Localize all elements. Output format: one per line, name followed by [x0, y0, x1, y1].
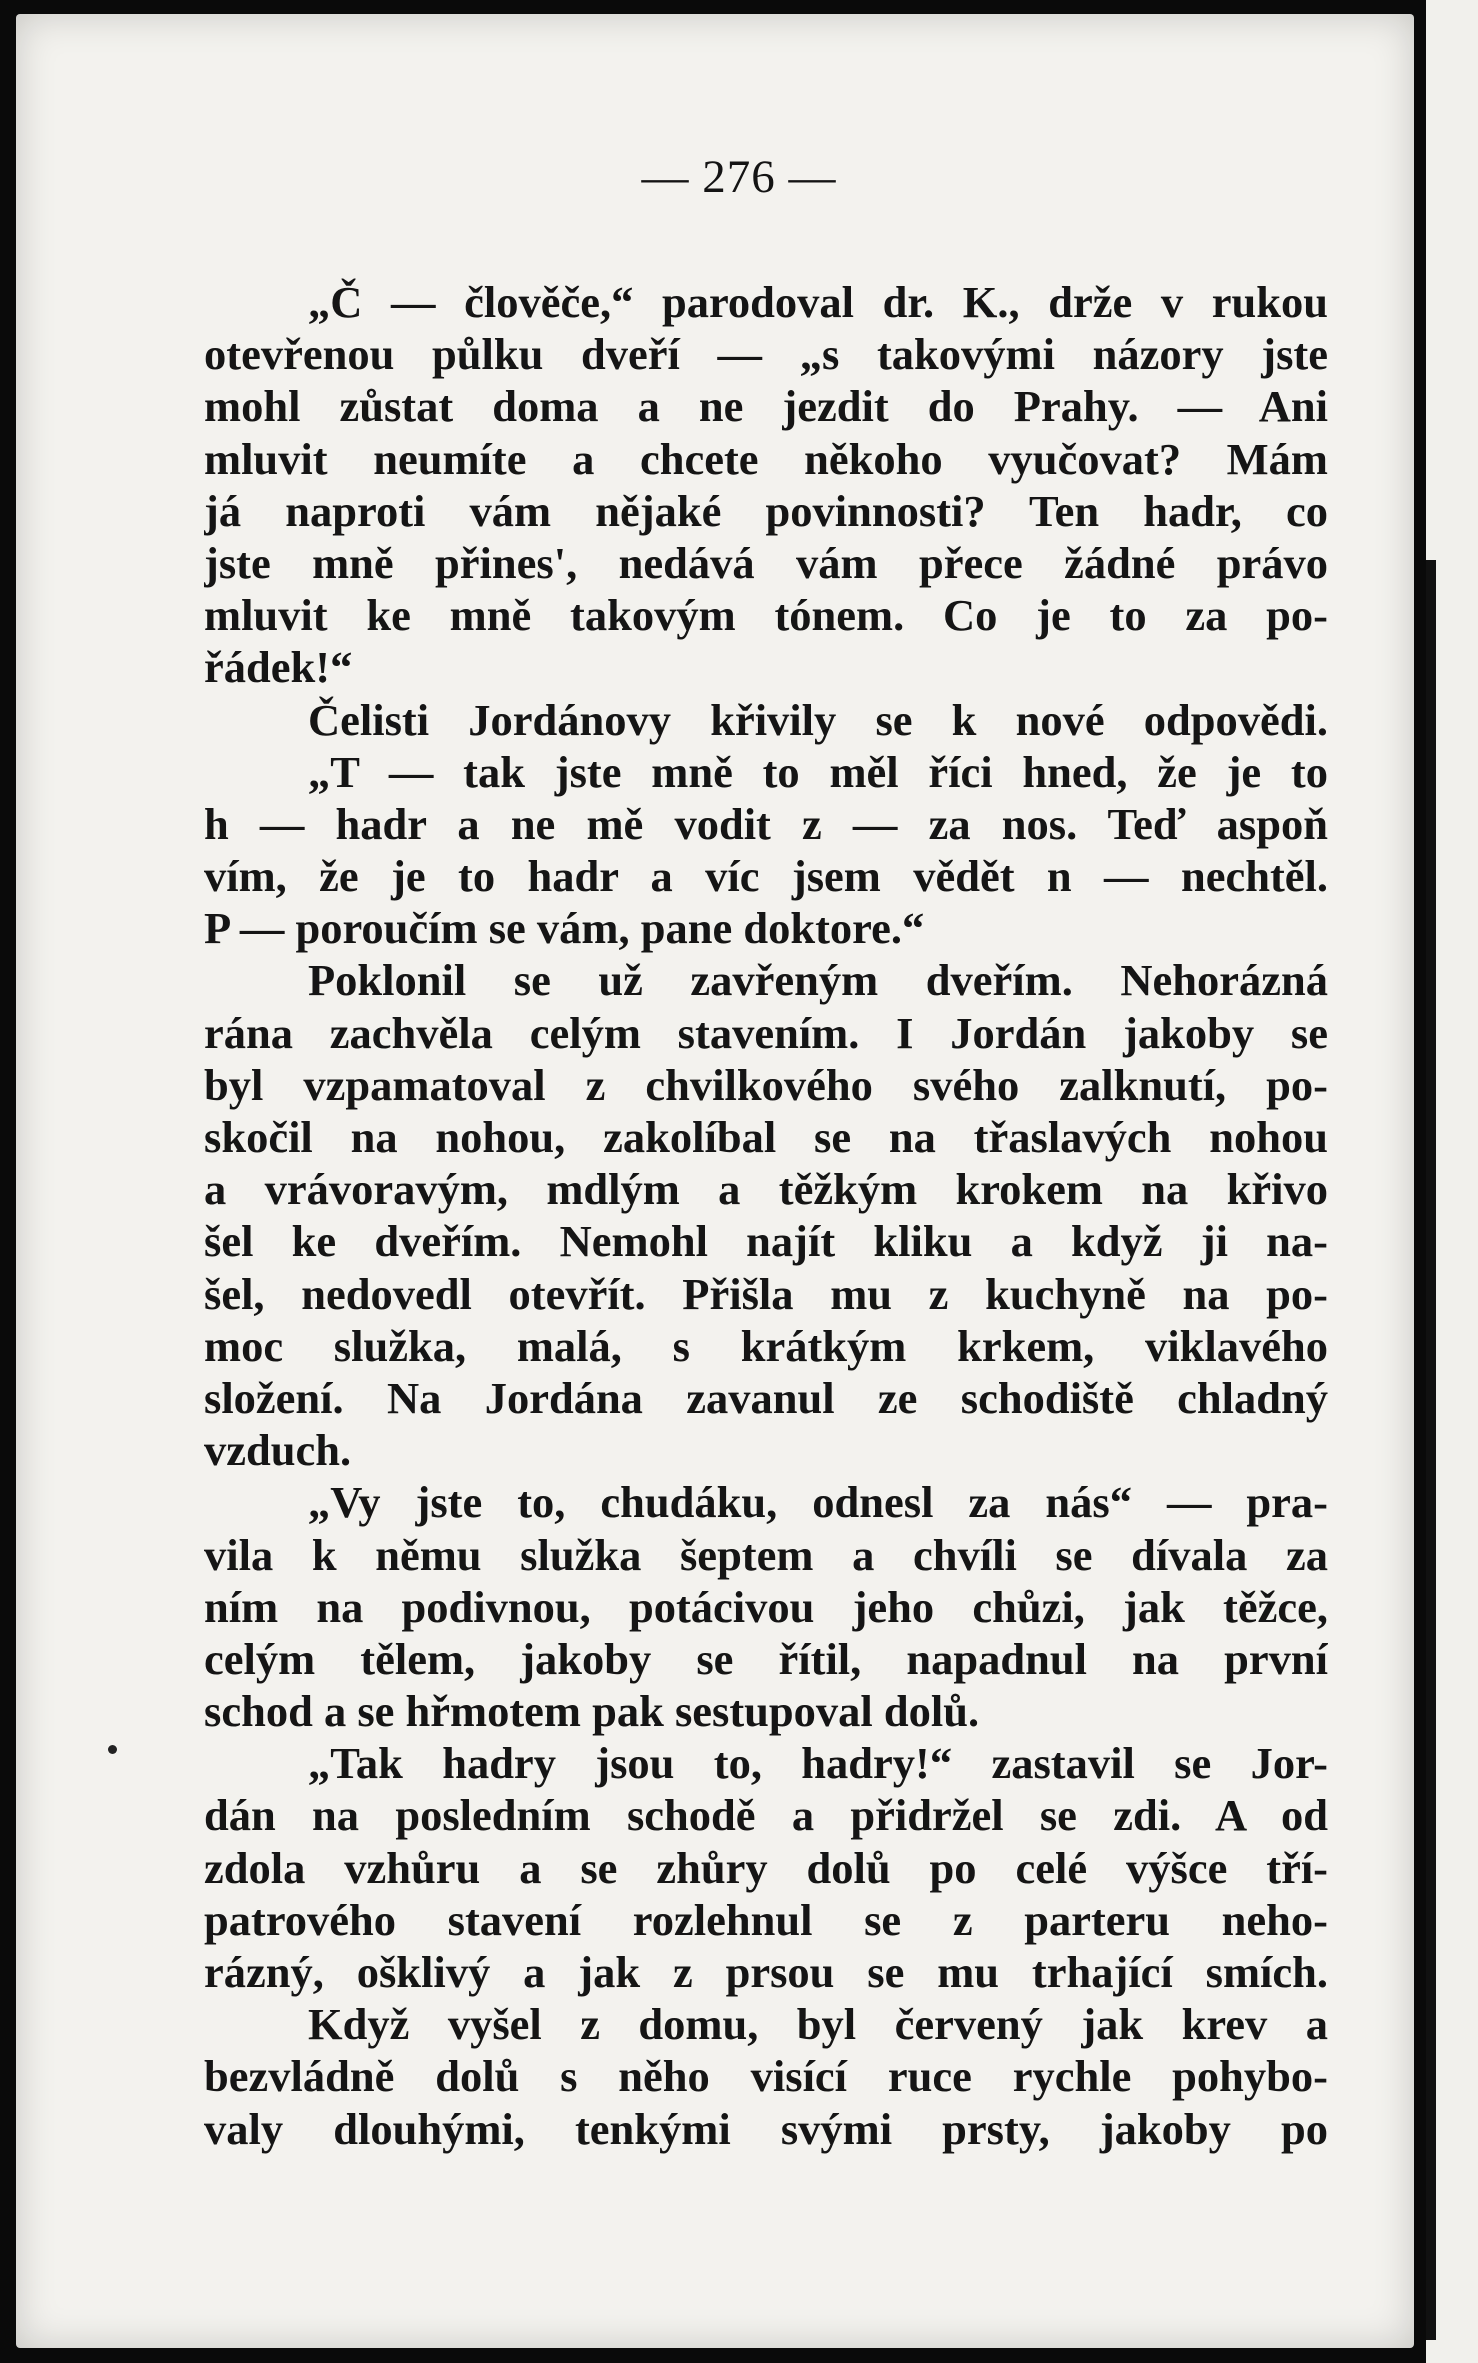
- text-line: schod a se hřmotem pak sestupoval dolů.: [204, 1686, 980, 1737]
- text-line: bezvládně dolů s něho visící ruce rychle pohybo-: [204, 2051, 1328, 2102]
- text-line: „T — tak jste mně to měl říci hned, že je to: [308, 746, 1328, 797]
- body-text: [204, 276, 1328, 2155]
- text-line: valy dlouhými, tenkými svými prsty, jakoby po: [204, 2103, 1328, 2154]
- text-line: Když vyšel z domu, byl červený jak krev a: [308, 1999, 1328, 2050]
- text-line: rázný, ošklivý a jak z prsou se mu trhající smích.: [204, 1947, 1328, 1997]
- text-line: šel, nedovedl otevřít. Přišla mu z kuchyně na po-: [204, 1268, 1328, 1319]
- text-line: moc služka, malá, s krátkým krkem, viklavého: [204, 1320, 1328, 1371]
- text-line: skočil na nohou, zakolíbal se na třaslavých nohou: [204, 1112, 1328, 1162]
- text-line: ním na podivnou, potácivou jeho chůzi, jak těžce,: [204, 1581, 1328, 1632]
- text-line: mohl zůstat doma a ne jezdit do Prahy. — Ani: [204, 381, 1328, 432]
- adjacent-page-edge: [1426, 0, 1478, 2363]
- text-line: patrového stavení rozlehnul se z parteru neho-: [204, 1894, 1328, 1945]
- text-line: řádek!“: [204, 642, 353, 693]
- text-line: byl vzpamatoval z chvilkového svého zalknutí, po-: [204, 1059, 1328, 1110]
- text-line: já naproti vám nějaké povinnosti? Ten hadr, co: [204, 485, 1328, 536]
- text-line: „Č — člověče,“ parodoval dr. K., drže v rukou: [308, 277, 1328, 327]
- text-line: vím, že je to hadr a víc jsem vědět n — nechtěl.: [204, 851, 1328, 902]
- text-line: P — poroučím se vám, pane doktore.“: [204, 903, 925, 954]
- text-line: mluvit ke mně takovým tónem. Co je to za po-: [204, 590, 1328, 641]
- text-line: rána zachvěla celým stavením. I Jordán jakoby se: [204, 1007, 1328, 1058]
- text-line: celým tělem, jakoby se řítil, napadnul na první: [204, 1633, 1328, 1684]
- text-line: otevřenou půlku dveří — „s takovými názory jste: [204, 329, 1328, 380]
- text-line: dán na posledním schodě a přidržel se zdi. A od: [204, 1790, 1328, 1841]
- text-line: mluvit neumíte a chcete někoho vyučovat? Mám: [204, 433, 1328, 484]
- ink-speck: [108, 1745, 117, 1754]
- page-gutter-shadow: [1426, 560, 1436, 2340]
- text-line: vzduch.: [204, 1425, 352, 1476]
- text-line: Čelisti Jordánovy křivily se k nové odpovědi.: [308, 694, 1328, 745]
- text-line: zdola vzhůru a se zhůry dolů po celé výšce tří-: [204, 1842, 1328, 1893]
- text-line: „Tak hadry jsou to, hadry!“ zastavil se Jor-: [308, 1738, 1328, 1789]
- text-line: vila k němu služka šeptem a chvíli se dívala za: [204, 1529, 1328, 1580]
- text-line: jste mně přines', nedává vám přece žádné právo: [204, 537, 1328, 588]
- text-line: a vrávoravým, mdlým a těžkým krokem na křivo: [204, 1164, 1328, 1215]
- text-line: šel ke dveřím. Nemohl najít kliku a když ji na-: [204, 1216, 1328, 1267]
- text-line: „Vy jste to, chudáku, odnesl za nás“ — pra-: [308, 1477, 1328, 1528]
- text-line: složení. Na Jordána zavanul ze schodiště chladný: [204, 1372, 1328, 1423]
- text-line: h — hadr a ne mě vodit z — za nos. Teď aspoň: [204, 798, 1328, 849]
- page-number: — 276 —: [641, 151, 837, 203]
- text-line: Poklonil se už zavřeným dveřím. Nehorázná: [308, 955, 1328, 1006]
